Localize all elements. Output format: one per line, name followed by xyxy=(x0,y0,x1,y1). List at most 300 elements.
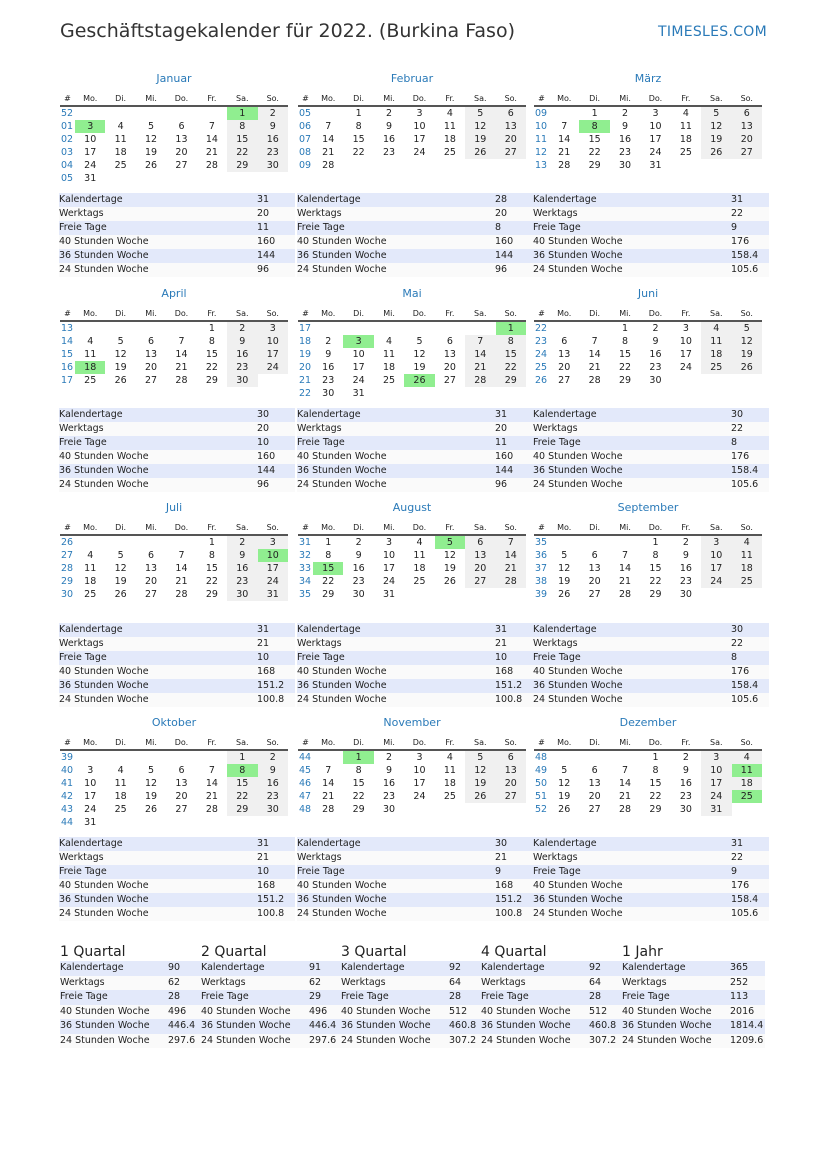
stat-value: 62 xyxy=(168,976,203,991)
brand-link[interactable]: TIMESLES.COM xyxy=(658,24,767,40)
stat-value: 28 xyxy=(589,990,624,1005)
stat-value: 460.8 xyxy=(449,1019,484,1034)
day-cell: 10 xyxy=(84,134,97,145)
day-cell: 20 xyxy=(145,362,158,373)
month-grid xyxy=(534,736,762,816)
stat-value: 11 xyxy=(257,221,295,235)
stat-value: 365 xyxy=(730,961,765,976)
day-cell: 8 xyxy=(227,120,257,133)
day-cell: 1 xyxy=(343,750,373,764)
stat-value: 252 xyxy=(730,976,765,991)
week-row xyxy=(60,790,288,803)
day-cell: 16 xyxy=(679,778,692,789)
weekday-header: Mi. xyxy=(374,521,404,535)
empty-day-cell xyxy=(435,588,465,601)
weekday-header: Mi. xyxy=(374,307,404,321)
stat-value: 105.6 xyxy=(731,478,769,492)
day-cell: 29 xyxy=(205,589,218,600)
day-cell: 15 xyxy=(313,562,343,575)
month-stats xyxy=(297,623,533,707)
day-cell: 13 xyxy=(558,349,571,360)
day-cell: 7 xyxy=(178,336,185,347)
week-row xyxy=(534,790,762,803)
day-cell: 4 xyxy=(117,765,124,776)
stats-row xyxy=(59,193,295,207)
empty-day-cell xyxy=(75,106,105,120)
day-cell: 5 xyxy=(117,336,124,347)
day-cell: 6 xyxy=(591,765,598,776)
stat-value: 160 xyxy=(495,235,533,249)
empty-day-cell xyxy=(166,750,196,764)
week-number: 07 xyxy=(299,134,312,145)
stat-value: 10 xyxy=(257,865,295,879)
day-cell: 27 xyxy=(443,375,456,386)
day-cell: 4 xyxy=(732,535,762,549)
stat-value: 64 xyxy=(589,976,624,991)
stat-label: Werktags xyxy=(201,976,309,991)
day-cell: 14 xyxy=(496,549,526,562)
month-stats xyxy=(533,193,769,277)
day-cell: 18 xyxy=(732,562,762,575)
day-cell: 8 xyxy=(227,764,257,777)
week-number-header: # xyxy=(60,92,75,106)
day-cell: 14 xyxy=(322,134,335,145)
week-number: 18 xyxy=(299,336,312,347)
day-cell: 15 xyxy=(227,777,257,790)
week-row xyxy=(534,133,762,146)
month-stats xyxy=(533,408,769,492)
day-cell: 10 xyxy=(383,550,396,561)
week-number: 50 xyxy=(535,778,548,789)
day-cell: 12 xyxy=(443,550,456,561)
day-cell: 22 xyxy=(649,791,662,802)
month-stats xyxy=(297,408,533,492)
day-cell: 29 xyxy=(588,160,601,171)
day-cell: 31 xyxy=(84,817,97,828)
empty-day-cell xyxy=(227,172,257,185)
page-title: Geschäftstagekalender für 2022. (Burkina Faso) xyxy=(60,20,515,42)
stats-row xyxy=(59,679,295,693)
day-cell: 19 xyxy=(732,348,762,361)
stats-row xyxy=(481,1005,624,1020)
month-name: April xyxy=(161,287,187,300)
day-cell: 23 xyxy=(322,375,335,386)
empty-day-cell xyxy=(435,159,465,172)
stat-label: 24 Stunden Woche xyxy=(297,263,495,277)
month-stats xyxy=(59,623,295,707)
day-cell: 26 xyxy=(114,589,127,600)
day-cell: 28 xyxy=(205,160,218,171)
stat-label: 40 Stunden Woche xyxy=(59,450,257,464)
week-number: 22 xyxy=(299,388,312,399)
stat-value: 158.4 xyxy=(731,464,769,478)
stats-row xyxy=(59,865,295,879)
day-cell: 28 xyxy=(588,375,601,386)
empty-day-cell xyxy=(343,321,373,335)
stats-row xyxy=(533,436,769,450)
day-cell: 31 xyxy=(84,173,97,184)
stats-row xyxy=(59,207,295,221)
day-cell: 20 xyxy=(732,133,762,146)
day-cell: 6 xyxy=(591,550,598,561)
stat-value: 151.2 xyxy=(495,893,533,907)
stat-value: 1814.4 xyxy=(730,1019,765,1034)
stat-value: 512 xyxy=(589,1005,624,1020)
day-cell: 4 xyxy=(701,321,731,335)
week-number-header: # xyxy=(60,521,75,535)
day-cell: 8 xyxy=(579,120,609,133)
stat-label: Freie Tage xyxy=(59,436,257,450)
day-cell: 22 xyxy=(227,146,257,159)
stats-row xyxy=(481,976,624,991)
stat-label: 40 Stunden Woche xyxy=(59,879,257,893)
weekday-header: Mo. xyxy=(313,307,343,321)
stat-value: 144 xyxy=(495,249,533,263)
weekday-header: Do. xyxy=(640,736,670,750)
day-cell: 20 xyxy=(175,147,188,158)
weekday-header: Fr. xyxy=(671,307,701,321)
stat-label: 40 Stunden Woche xyxy=(481,1005,589,1020)
week-row xyxy=(534,549,762,562)
empty-day-cell xyxy=(75,750,105,764)
stat-value: 105.6 xyxy=(731,693,769,707)
stat-label: 24 Stunden Woche xyxy=(297,693,495,707)
stat-label: Freie Tage xyxy=(59,865,257,879)
weekday-header: Di. xyxy=(105,736,135,750)
empty-day-cell xyxy=(465,387,495,400)
day-cell: 18 xyxy=(383,362,396,373)
stat-label: Kalendertage xyxy=(297,408,495,422)
empty-day-cell xyxy=(75,321,105,335)
day-cell: 12 xyxy=(145,778,158,789)
weekday-header: Sa. xyxy=(227,92,257,106)
stat-label: 40 Stunden Woche xyxy=(297,450,495,464)
stats-row xyxy=(59,851,295,865)
stats-row xyxy=(297,235,533,249)
day-cell: 23 xyxy=(649,362,662,373)
stats-row xyxy=(59,907,295,921)
week-row xyxy=(60,588,288,601)
week-number: 35 xyxy=(299,589,312,600)
day-cell: 9 xyxy=(652,336,659,347)
stat-value: 20 xyxy=(257,422,295,436)
weekday-header: Sa. xyxy=(701,521,731,535)
day-cell: 23 xyxy=(383,791,396,802)
day-cell: 14 xyxy=(205,134,218,145)
day-cell: 26 xyxy=(404,374,434,387)
stats-row xyxy=(533,478,769,492)
week-number: 47 xyxy=(299,791,312,802)
stat-label: Kalendertage xyxy=(297,837,495,851)
day-cell: 23 xyxy=(383,147,396,158)
stat-label: 40 Stunden Woche xyxy=(533,879,731,893)
day-cell: 10 xyxy=(413,121,426,132)
stat-value: 168 xyxy=(495,879,533,893)
week-number: 39 xyxy=(61,752,74,763)
day-cell: 27 xyxy=(465,575,495,588)
empty-day-cell xyxy=(610,750,640,764)
stat-label: Werktags xyxy=(622,976,730,991)
stats-row xyxy=(533,464,769,478)
day-cell: 12 xyxy=(558,563,571,574)
empty-day-cell xyxy=(496,803,526,816)
week-number-header: # xyxy=(298,307,313,321)
day-cell: 4 xyxy=(446,108,453,119)
day-cell: 6 xyxy=(465,535,495,549)
day-cell: 17 xyxy=(352,362,365,373)
month-name: Mai xyxy=(402,287,422,300)
day-cell: 17 xyxy=(84,791,97,802)
day-cell: 28 xyxy=(322,160,335,171)
stat-value: 168 xyxy=(257,665,295,679)
day-cell: 3 xyxy=(258,321,288,335)
stat-value: 496 xyxy=(309,1005,344,1020)
day-cell: 20 xyxy=(558,362,571,373)
empty-day-cell xyxy=(197,172,227,185)
empty-day-cell xyxy=(105,321,135,335)
weekday-header: Do. xyxy=(404,307,434,321)
stat-value: 22 xyxy=(731,637,769,651)
day-cell: 4 xyxy=(446,752,453,763)
day-cell: 19 xyxy=(701,133,731,146)
day-cell: 13 xyxy=(588,563,601,574)
weekday-header: So. xyxy=(496,92,526,106)
week-number: 46 xyxy=(299,778,312,789)
day-cell: 26 xyxy=(558,804,571,815)
stat-value: 151.2 xyxy=(495,679,533,693)
stat-value: 21 xyxy=(257,851,295,865)
day-cell: 9 xyxy=(386,121,393,132)
day-cell: 2 xyxy=(682,752,689,763)
stats-row xyxy=(533,207,769,221)
stat-label: 36 Stunden Woche xyxy=(59,893,257,907)
day-cell: 19 xyxy=(145,791,158,802)
day-cell: 25 xyxy=(413,576,426,587)
week-row xyxy=(60,535,288,549)
day-cell: 18 xyxy=(732,777,762,790)
stats-row xyxy=(59,637,295,651)
empty-day-cell xyxy=(404,588,434,601)
week-row xyxy=(60,348,288,361)
empty-day-cell xyxy=(136,321,166,335)
week-number: 15 xyxy=(61,349,74,360)
month-name: November xyxy=(383,716,441,729)
stat-label: Kalendertage xyxy=(481,961,589,976)
day-cell: 2 xyxy=(258,750,288,764)
day-cell: 24 xyxy=(383,576,396,587)
stats-row xyxy=(297,408,533,422)
empty-day-cell xyxy=(227,816,257,829)
stat-value: 91 xyxy=(309,961,344,976)
weekday-header: Di. xyxy=(579,736,609,750)
weekday-header: Mi. xyxy=(136,521,166,535)
day-cell: 15 xyxy=(352,778,365,789)
stat-value: 20 xyxy=(495,422,533,436)
stats-row xyxy=(622,961,765,976)
day-cell: 6 xyxy=(732,106,762,120)
day-cell: 18 xyxy=(114,147,127,158)
stats-row xyxy=(59,623,295,637)
day-cell: 3 xyxy=(652,108,659,119)
stat-label: 24 Stunden Woche xyxy=(59,693,257,707)
day-cell: 7 xyxy=(465,335,495,348)
empty-day-cell xyxy=(671,159,701,172)
weekday-header: Fr. xyxy=(671,92,701,106)
day-cell: 5 xyxy=(148,121,155,132)
day-cell: 21 xyxy=(175,362,188,373)
day-cell: 16 xyxy=(352,563,365,574)
day-cell: 27 xyxy=(732,146,762,159)
day-cell: 9 xyxy=(227,549,257,562)
stat-value: 512 xyxy=(449,1005,484,1020)
week-row xyxy=(60,575,288,588)
day-cell: 1 xyxy=(652,537,659,548)
day-cell: 5 xyxy=(561,765,568,776)
day-cell: 16 xyxy=(227,562,257,575)
day-cell: 16 xyxy=(679,563,692,574)
day-cell: 17 xyxy=(84,147,97,158)
stat-label: Freie Tage xyxy=(201,990,309,1005)
stats-row xyxy=(297,693,533,707)
month-name: März xyxy=(634,72,662,85)
week-number: 05 xyxy=(299,108,312,119)
stat-label: 24 Stunden Woche xyxy=(533,693,731,707)
stat-label: Werktags xyxy=(59,851,257,865)
day-cell: 1 xyxy=(652,752,659,763)
day-cell: 27 xyxy=(558,375,571,386)
empty-day-cell xyxy=(404,387,434,400)
week-number-header: # xyxy=(534,307,549,321)
stat-label: Kalendertage xyxy=(59,837,257,851)
stat-label: Werktags xyxy=(297,637,495,651)
day-cell: 24 xyxy=(679,362,692,373)
stats-row xyxy=(201,1005,344,1020)
stats-row xyxy=(59,450,295,464)
day-cell: 26 xyxy=(114,375,127,386)
stats-row xyxy=(59,651,295,665)
stat-label: 36 Stunden Woche xyxy=(341,1019,449,1034)
weekday-header: Sa. xyxy=(701,92,731,106)
stat-value: 160 xyxy=(257,450,295,464)
day-cell: 18 xyxy=(75,361,105,374)
empty-day-cell xyxy=(197,816,227,829)
weekday-header: So. xyxy=(496,521,526,535)
day-cell: 19 xyxy=(558,576,571,587)
week-number: 36 xyxy=(535,550,548,561)
month-name: Februar xyxy=(390,72,434,85)
stat-label: Werktags xyxy=(533,422,731,436)
empty-day-cell xyxy=(374,159,404,172)
day-cell: 12 xyxy=(114,563,127,574)
stats-row xyxy=(59,693,295,707)
stat-label: 40 Stunden Woche xyxy=(297,665,495,679)
stat-value: 30 xyxy=(731,408,769,422)
stat-label: 24 Stunden Woche xyxy=(481,1034,589,1049)
day-cell: 13 xyxy=(175,134,188,145)
day-cell: 13 xyxy=(732,120,762,133)
stat-label: 40 Stunden Woche xyxy=(341,1005,449,1020)
empty-day-cell xyxy=(313,750,343,764)
day-cell: 11 xyxy=(84,563,97,574)
day-cell: 20 xyxy=(588,791,601,802)
empty-day-cell xyxy=(579,750,609,764)
weekday-header: Mi. xyxy=(374,92,404,106)
stats-row xyxy=(297,221,533,235)
day-cell: 28 xyxy=(175,375,188,386)
day-cell: 12 xyxy=(465,120,495,133)
stat-label: 36 Stunden Woche xyxy=(297,249,495,263)
weekday-header: Do. xyxy=(166,521,196,535)
stat-value: 11 xyxy=(495,436,533,450)
day-cell: 5 xyxy=(416,336,423,347)
quarter-stats xyxy=(60,961,203,1048)
empty-day-cell xyxy=(166,321,196,335)
day-cell: 10 xyxy=(701,549,731,562)
quarter-stats xyxy=(481,961,624,1048)
weekday-header: Mo. xyxy=(313,92,343,106)
day-cell: 25 xyxy=(679,147,692,158)
day-cell: 23 xyxy=(258,790,288,803)
stats-row xyxy=(60,976,203,991)
week-number: 06 xyxy=(299,121,312,132)
stat-value: 22 xyxy=(731,422,769,436)
week-row xyxy=(534,120,762,133)
day-cell: 21 xyxy=(558,147,571,158)
empty-day-cell xyxy=(465,321,495,335)
week-row xyxy=(534,535,762,549)
day-cell: 25 xyxy=(443,147,456,158)
stat-value: 158.4 xyxy=(731,893,769,907)
month-stats xyxy=(59,193,295,277)
day-cell: 15 xyxy=(496,348,526,361)
day-cell: 23 xyxy=(679,576,692,587)
stat-label: 36 Stunden Woche xyxy=(622,1019,730,1034)
day-cell: 12 xyxy=(114,349,127,360)
stats-row xyxy=(201,976,344,991)
day-cell: 28 xyxy=(205,804,218,815)
stats-row xyxy=(297,263,533,277)
stat-value: 96 xyxy=(495,478,533,492)
empty-day-cell xyxy=(435,387,465,400)
stat-value: 30 xyxy=(731,623,769,637)
day-cell: 9 xyxy=(355,550,362,561)
stat-label: 40 Stunden Woche xyxy=(201,1005,309,1020)
stat-value: 9 xyxy=(495,865,533,879)
day-cell: 6 xyxy=(178,121,185,132)
day-cell: 15 xyxy=(205,349,218,360)
day-cell: 13 xyxy=(465,549,495,562)
empty-day-cell xyxy=(105,106,135,120)
quarter-title: 3 Quartal xyxy=(341,944,407,960)
weekday-header: Di. xyxy=(105,307,135,321)
stats-row xyxy=(533,193,769,207)
day-cell: 7 xyxy=(622,550,629,561)
day-cell: 5 xyxy=(465,750,495,764)
month-stats xyxy=(533,623,769,707)
stats-row xyxy=(533,249,769,263)
day-cell: 14 xyxy=(175,349,188,360)
day-cell: 22 xyxy=(352,791,365,802)
stat-label: Freie Tage xyxy=(533,221,731,235)
stats-row xyxy=(297,207,533,221)
stat-value: 21 xyxy=(495,637,533,651)
day-cell: 2 xyxy=(258,106,288,120)
empty-day-cell xyxy=(136,816,166,829)
week-number: 34 xyxy=(299,576,312,587)
month-grid xyxy=(298,521,526,601)
week-row xyxy=(534,764,762,777)
stat-value: 96 xyxy=(257,478,295,492)
